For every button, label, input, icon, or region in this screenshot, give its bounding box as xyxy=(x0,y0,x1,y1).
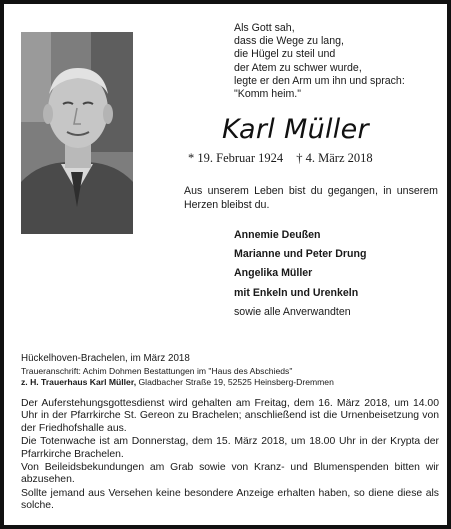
mourner-name: Annemie Deußen xyxy=(234,229,321,241)
poem-line: "Komm heim." xyxy=(234,88,301,101)
service-paragraph: Der Auferstehungsgottesdienst wird gehalten am Freitag, dem 16. März 2018, um 14.00 Uhr in der Pfarrkirche St. Gereon zu Brachelen; anschließend ist die Urnenbeisetzung von der Friedhofshalle aus. xyxy=(21,398,439,434)
farewell-verse: Aus unserem Leben bist du gegangen, in unserem Herzen bleibst du. xyxy=(184,185,438,211)
poem-line: Als Gott sah, xyxy=(234,22,295,34)
address-street: Gladbacher Straße 19, 52525 Heinsberg-Dremmen xyxy=(136,377,334,387)
mourner-name: sowie alle Anverwandten xyxy=(234,305,351,318)
mourning-address xyxy=(21,366,334,388)
poem-line: der Atem zu schwer wurde, xyxy=(234,61,362,74)
service-details xyxy=(21,398,439,514)
service-paragraph: Von Beileidsbekundungen am Grab sowie von Kranz- und Blumenspenden bitten wir abzusehen. xyxy=(21,462,439,486)
poem-line: die Hügel zu steil und xyxy=(234,48,336,61)
deceased-name: Karl Müller xyxy=(222,114,369,145)
poem-line: legte er den Arm um ihn und sprach: xyxy=(234,74,405,87)
life-dates xyxy=(188,151,383,166)
death-date: † 4. März 2018 xyxy=(296,151,373,165)
place-and-date: Hückelhoven-Brachelen, im März 2018 xyxy=(21,353,190,364)
address-line: Traueranschrift: Achim Dohmen Bestattungen im "Haus des Abschieds" xyxy=(21,366,293,376)
portrait-photo xyxy=(21,32,133,234)
memorial-poem xyxy=(234,22,444,101)
mourner-name: mit Enkeln und Urenkeln xyxy=(234,286,359,299)
portrait-illustration xyxy=(21,32,133,234)
poem-line: dass die Wege zu lang, xyxy=(234,35,344,48)
service-paragraph: Sollte jemand aus Versehen keine besondere Anzeige erhalten haben, so diene diese als solche. xyxy=(21,487,439,512)
address-line xyxy=(21,377,334,388)
birth-date: * 19. Februar 1924 xyxy=(188,151,284,165)
mourners-list xyxy=(234,226,366,322)
address-recipient: z. H. Trauerhaus Karl Müller, xyxy=(21,377,137,387)
mourner-name: Angelika Müller xyxy=(234,267,313,280)
mourner-name: Marianne und Peter Drung xyxy=(234,248,367,261)
service-paragraph: Die Totenwache ist am Donnerstag, dem 15. März 2018, um 18.00 Uhr in der Krypta der Pfarrkirche Brachelen. xyxy=(21,436,439,460)
